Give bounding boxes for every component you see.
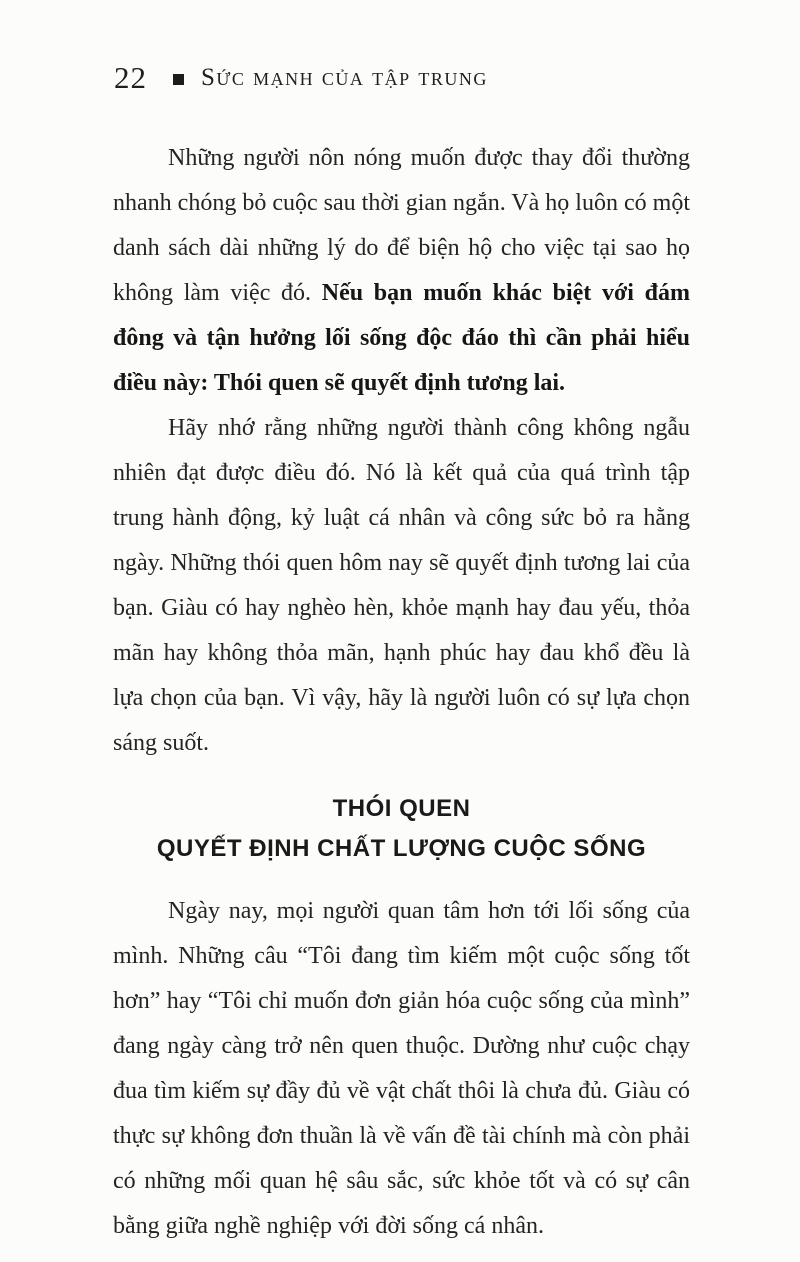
running-head-book-title: Sức mạnh của tập trung <box>201 64 488 91</box>
paragraph-1-bold-text: Nếu bạn muốn khác biệt với đám đông và tận hưởng lối sống độc đáo thì cần phải hiểu điều này: Thói quen sẽ quyết định tương lai. <box>113 280 690 396</box>
paragraph-1 <box>113 136 690 406</box>
paragraph-1-text: Những người nôn nóng muốn được thay đổi thường nhanh chóng bỏ cuộc sau thời gian ngắn. Và họ luôn có một danh sách dài những lý do để biện hộ cho việc tại sao họ không làm việc đó. <box>113 145 690 306</box>
section-heading-line-1: THÓI QUEN <box>332 795 471 822</box>
page-header <box>114 60 690 96</box>
paragraph-2: Hãy nhớ rằng những người thành công không ngẫu nhiên đạt được điều đó. Nó là kết quả của quá trình tập trung hành động, kỷ luật cá nhân và công sức bỏ ra hằng ngày. Những thói quen hôm nay sẽ quyết định tương lai của bạn. Giàu có hay nghèo hèn, khỏe mạnh hay đau yếu, thỏa mãn hay không thỏa mãn, hạnh phúc hay đau khổ đều là lựa chọn của bạn. Vì vậy, hãy là người luôn có sự lựa chọn sáng suốt. <box>113 415 690 756</box>
section-heading <box>113 789 690 869</box>
paragraph-3: Ngày nay, mọi người quan tâm hơn tới lối sống của mình. Những câu “Tôi đang tìm kiếm một cuộc sống tốt hơn” hay “Tôi chỉ muốn đơn giản hóa cuộc sống của mình” đang ngày càng trở nên quen thuộc. Dường như cuộc chạy đua tìm kiếm sự đầy đủ về vật chất thôi là chưa đủ. Giàu có thực sự không đơn thuần là về vấn đề tài chính mà còn phải có những mối quan hệ sâu sắc, sức khỏe tốt và có sự cân bằng giữa nghề nghiệp với đời sống cá nhân. <box>113 898 690 1239</box>
section-heading-line-2: QUYẾT ĐỊNH CHẤT LƯỢNG CUỘC SỐNG <box>156 835 647 862</box>
page-body <box>113 136 690 1249</box>
page-number: 22 <box>114 60 147 95</box>
square-bullet-icon <box>173 74 184 85</box>
